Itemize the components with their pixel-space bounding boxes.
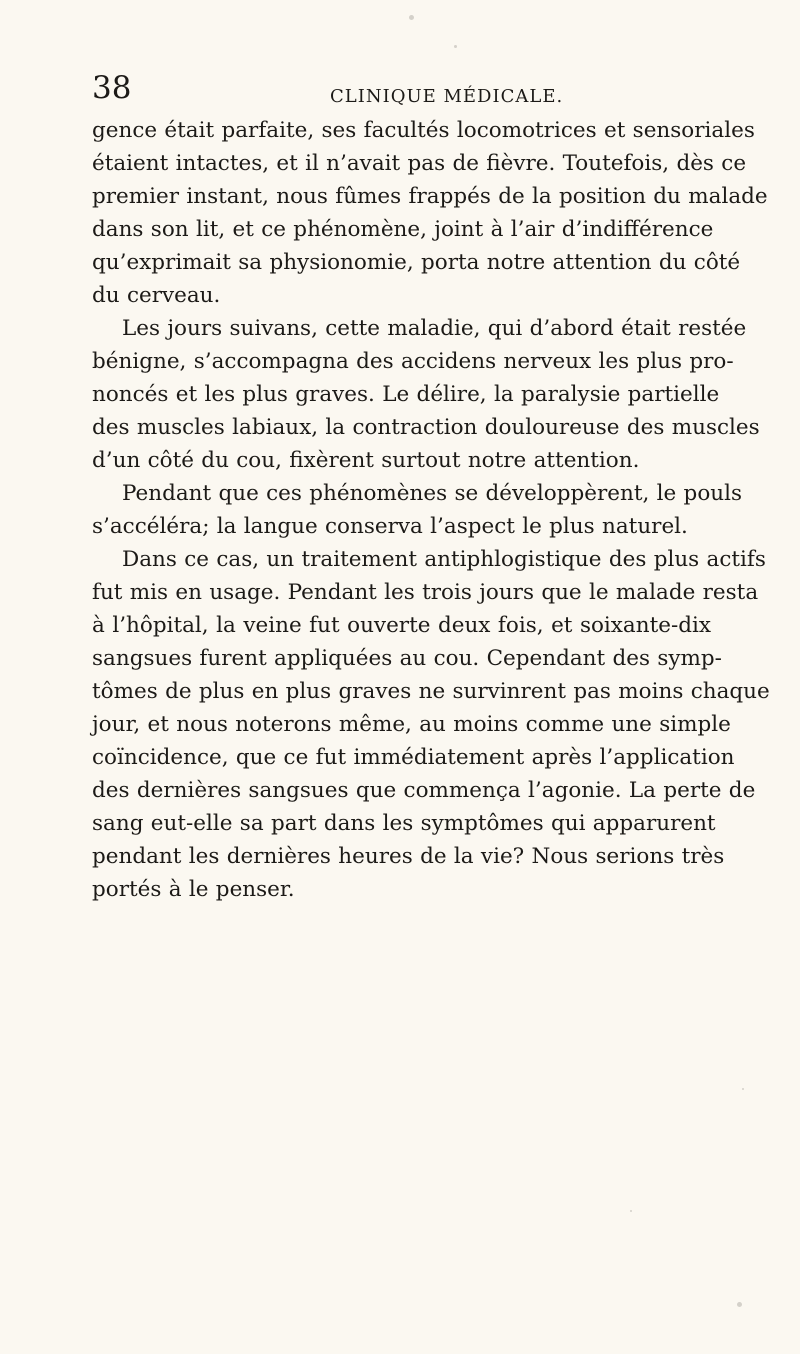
paragraph-end-line: du cerveau. (92, 283, 221, 308)
text-line: à l’hôpital, la veine fut ouverte deux fois, et soixante-dix (92, 613, 711, 638)
paragraph-end-line: d’un côté du cou, fixèrent surtout notre attention. (92, 448, 640, 473)
text-line: pendant les dernières heures de la vie? Nous serions très (92, 844, 725, 869)
paragraph-end-line: s’accéléra; la langue conserva l’aspect le plus naturel. (92, 514, 688, 539)
text-line: des dernières sangsues que commença l’agonie. La perte de (92, 778, 756, 803)
text-line: qu’exprimait sa physionomie, porta notre attention du côté (92, 250, 741, 275)
text-line: bénigne, s’accompagna des accidens nerveux les plus pro- (92, 349, 734, 374)
paragraph-start-line: Dans ce cas, un traitement antiphlogistique des plus actifs (122, 547, 766, 572)
text-line: jour, et nous noterons même, au moins comme une simple (92, 712, 731, 737)
text-line: tômes de plus en plus graves ne survinrent pas moins chaque (92, 679, 770, 704)
paper-speck (409, 15, 414, 20)
page-number: 38 (92, 70, 132, 106)
running-title: CLINIQUE MÉDICALE. (330, 86, 564, 107)
paragraph-start-line: Les jours suivans, cette maladie, qui d’abord était restée (122, 316, 747, 341)
paper-speck (742, 1088, 744, 1090)
paper-speck (630, 1210, 632, 1212)
text-line: sangsues furent appliquées au cou. Cependant des symp- (92, 646, 722, 671)
text-line: gence était parfaite, ses facultés locomotrices et sensoriales (92, 118, 755, 143)
text-line: noncés et les plus graves. Le délire, la paralysie partielle (92, 382, 720, 407)
text-line: des muscles labiaux, la contraction douloureuse des muscles (92, 415, 760, 440)
text-line: coïncidence, que ce fut immédiatement après l’application (92, 745, 735, 770)
text-line: étaient intactes, et il n’avait pas de fièvre. Toutefois, dès ce (92, 151, 747, 176)
text-line: sang eut-elle sa part dans les symptômes qui apparurent (92, 811, 716, 836)
paper-speck (454, 45, 457, 48)
main-text (92, 114, 770, 906)
text-line: premier instant, nous fûmes frappés de la position du malade (92, 184, 768, 209)
text-line: fut mis en usage. Pendant les trois jours que le malade resta (92, 580, 759, 605)
text-line: dans son lit, et ce phénomène, joint à l’air d’indifférence (92, 217, 714, 242)
paragraph-end-line: portés à le penser. (92, 877, 295, 902)
paragraph-start-line: Pendant que ces phénomènes se développèrent, le pouls (122, 481, 743, 506)
paper-speck (737, 1302, 742, 1307)
